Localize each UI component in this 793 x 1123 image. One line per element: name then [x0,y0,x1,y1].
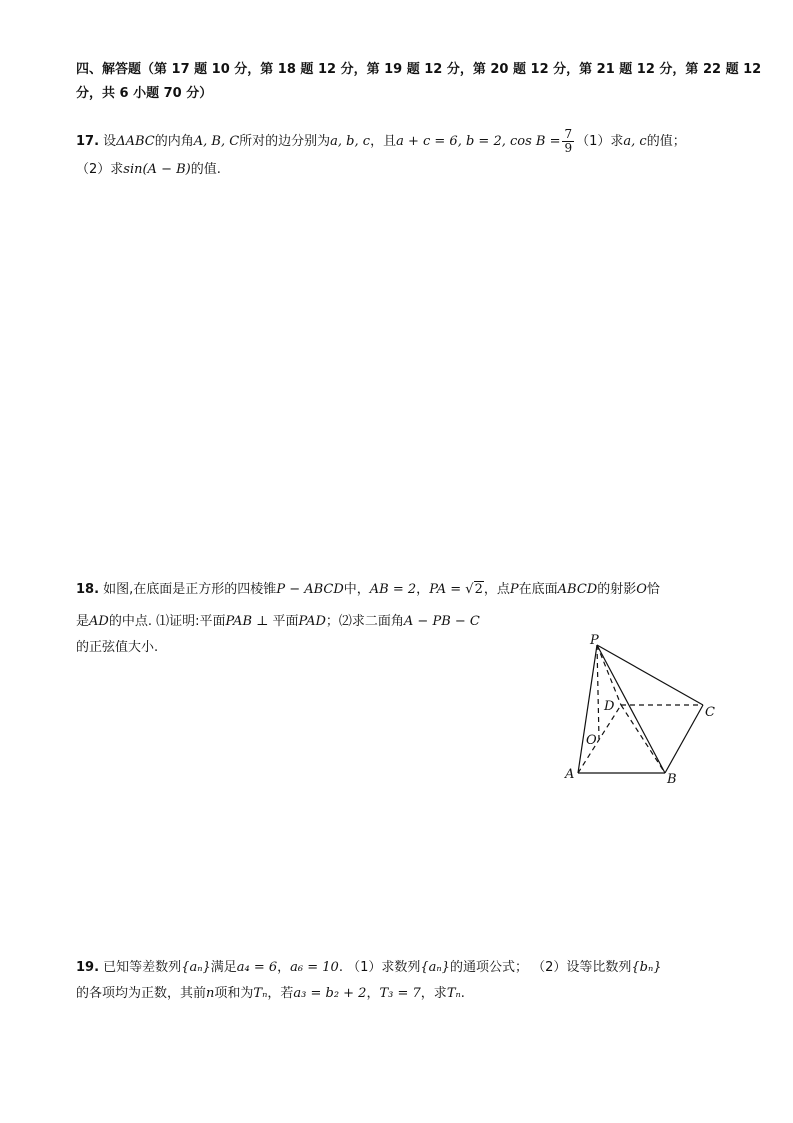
q18-plane-pad: PAD [298,614,326,629]
q18-text: 平面 [272,614,299,629]
q19-text: ，若 [267,986,294,1001]
edge-db-hidden [621,705,665,773]
q17-sides: a, b, c [330,134,371,149]
section-header-line1: 四、解答题（第 17 题 10 分，第 18 题 12 分，第 19 题 12 分，第 20 题 12 分，第 21 题 12 分，第 22 题 12 [76,62,762,77]
q17-triangle: ΔABC [116,134,155,149]
q18-plane-pab: PAB [225,614,252,629]
label-p: P [590,633,599,648]
label-o: O [586,733,597,748]
q17-number: 17. [76,134,100,149]
q17-text: 的内角 [154,134,194,149]
q17-ask2: sin(A − B) [123,162,191,177]
q18-text: 的中点. [108,614,152,629]
q18-text: 的正弦值大小. [76,640,159,655]
q17-text: 所对的边分别为 [239,134,331,149]
q18-point-o: O [636,582,647,597]
q18-line1 [76,580,660,600]
q17-line1 [76,128,686,155]
q19-text: 的各项均为正数，其前 [76,986,207,1001]
edge-pa [578,645,597,773]
label-b: B [667,772,677,787]
q17-text: 的值； [646,134,686,149]
q19-text: . （1）求数列 [338,960,421,975]
q18-perp: ⊥ [252,614,273,629]
q18-text: 的射影 [597,582,637,597]
edge-bc [665,705,703,773]
q17-fraction-denominator: 9 [564,141,573,155]
q18-line3 [76,638,158,658]
q17-text: （1）求 [576,134,624,149]
q18-dihedral: A − PB − C [403,614,480,629]
q19-tn-2: Tₙ [446,986,461,1001]
q18-ab: AB = 2 [369,582,417,597]
label-c: C [705,705,715,720]
q19-number: 19. [76,960,100,975]
q18-text: 如图,在底面是正方形的四棱锥 [103,582,277,597]
q17-fraction-numerator: 7 [564,127,573,141]
q19-text: ， [366,986,380,1001]
edge-ad-hidden [578,705,621,773]
q18-text: 在底面 [518,582,558,597]
q18-number: 18. [76,582,100,597]
q17-text: 的值. [190,162,221,177]
q18-ad: AD [89,614,109,629]
q19-text: 满足 [210,960,237,975]
section-header-line2: 分，共 6 小题 70 分） [76,86,213,101]
q18-sqrt-value: 2 [474,582,483,597]
q18-line2 [76,612,480,632]
q19-text: ， [277,960,291,975]
q19-a4: a₄ = 6 [236,960,278,975]
pyramid-figure [560,630,730,790]
q19-line2 [76,984,465,1004]
q19-text: 的通项公式； （2）设等比数列 [449,960,632,975]
q17-text: 设 [103,134,117,149]
q19-cond1: a₃ = b₂ + 2 [293,986,367,1001]
edge-po-hidden [597,645,599,739]
q18-text: ，点 [483,582,510,597]
q19-line1 [76,958,662,978]
q17-line2 [76,160,221,180]
q19-a6: a₆ = 10 [290,960,339,975]
q18-base: ABCD [557,582,598,597]
q17-fraction [562,128,574,155]
q18-pyramid: P − ABCD [276,582,344,597]
q19-text: 项和为 [214,986,254,1001]
q18-text: 中， [343,582,370,597]
q18-pa: PA = [429,582,462,597]
edge-pd-hidden [597,645,621,705]
q19-text: . [460,986,465,1001]
q19-n: n [206,986,215,1001]
q18-text: 恰 [646,582,660,597]
q17-text: ，且 [370,134,397,149]
q19-seq-b: {bₙ} [631,960,662,975]
label-a: A [565,767,575,782]
q18-sqrt: √2 [465,582,483,597]
q18-text: ；⑵求二面角 [325,614,404,629]
q19-cond2: T₃ = 7 [379,986,421,1001]
q19-text: ，求 [420,986,447,1001]
q19-text: 已知等差数列 [103,960,182,975]
q18-text: ， [416,582,430,597]
q18-text: 是 [76,614,90,629]
q19-tn: Tₙ [253,986,268,1001]
q17-ask1: a, c [623,134,647,149]
q19-seq-a-2: {aₙ} [420,960,450,975]
q17-text: （2）求 [76,162,124,177]
q17-angles: A, B, C [193,134,240,149]
q18-point-p: P [509,582,519,597]
q19-seq-a: {aₙ} [181,960,211,975]
q18-text: ⑴证明:平面 [156,614,226,629]
label-d: D [604,699,615,714]
q17-condition: a + c = 6, b = 2, cos B = [396,134,561,149]
